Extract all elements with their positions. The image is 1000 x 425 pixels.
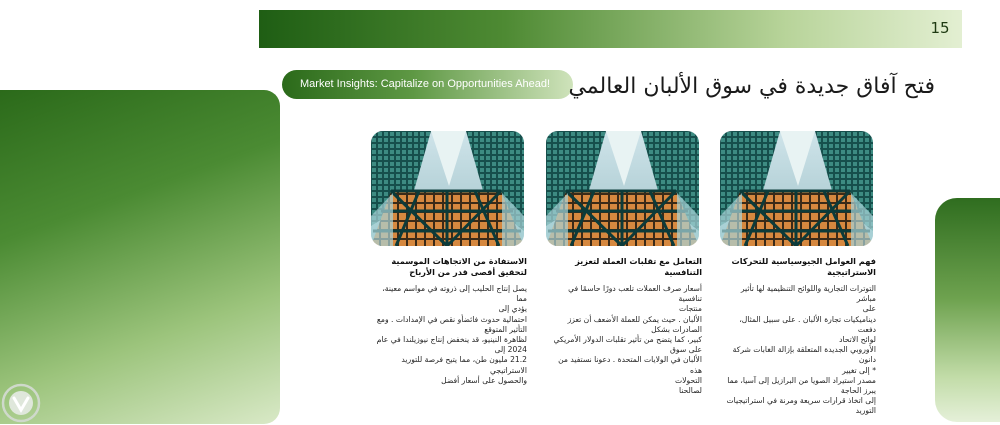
card-line: الصادرات بشكل xyxy=(651,324,702,334)
card-line: على xyxy=(862,304,876,314)
card-line: على سوق xyxy=(670,345,702,355)
card-body xyxy=(546,284,702,396)
left-decorative-panel xyxy=(0,90,280,424)
subtitle-banner: Market Insights: Capitalize on Opportunities Ahead! xyxy=(282,70,573,99)
card-line: الألبان في الولايات المتحدة . دعونا نستفيد من هذه xyxy=(558,355,702,375)
card-title: التعامل مع تقلبات العملة لتعزيز التنافسية xyxy=(575,256,702,277)
card-line: ديناميكيات تجارة الألبان . على سبيل المثال، دفعت xyxy=(739,314,876,334)
card-line: احتمالية حدوث فائضأو نقص في الإمدادات . ومع xyxy=(376,314,527,324)
card-line: التحولات xyxy=(674,375,702,385)
card-line: التأثير المتوقع xyxy=(484,324,527,334)
card-line: يبرز الحاجة xyxy=(840,386,876,396)
card-line: التوترات التجارية واللوائح التنظيمية لها تأثير مباشر xyxy=(740,284,876,304)
card-line: مصدر استيراد الصويا من البرازيل إلى آسيا، مما xyxy=(727,375,876,385)
card-seasonal xyxy=(371,131,531,386)
card-line: يؤدي إلى xyxy=(498,304,527,314)
card-line: لوائح الاتحاد xyxy=(839,335,876,345)
building-photo xyxy=(371,131,524,246)
card-line: الاستراتيجي xyxy=(489,365,527,375)
page-title: فتح آفاق جديدة في سوق الألبان العالمي xyxy=(568,74,935,99)
card-line: أسعار صرف العملات تلعب دورًا حاسمًا في تنافسية xyxy=(568,284,702,304)
page-number: 15 xyxy=(930,19,950,37)
card-title: فهم العوامل الجيوسياسية للتحركات الاستراتيجية xyxy=(731,256,876,277)
card-body xyxy=(720,284,876,417)
card-currency xyxy=(546,131,706,396)
card-line: الأوروبي الجديدة المتعلقة بإزالة الغابات شركة دانون xyxy=(732,345,876,365)
card-line: التوريد xyxy=(855,406,876,416)
card-line: لصالحنا xyxy=(678,386,702,396)
card-line: 21.2 مليون طن، مما يتيح فرصة للتوريد xyxy=(401,355,527,365)
card-image xyxy=(546,131,706,246)
card-line: منتجات xyxy=(678,304,702,314)
card-geopolitics xyxy=(720,131,880,417)
right-decorative-tab xyxy=(935,198,1000,422)
building-photo xyxy=(546,131,699,246)
card-line: إلى اتخاذ قرارات سريعة ومرنة في استراتيجيات xyxy=(726,396,876,406)
card-title: الاستفادة من الاتجاهات الموسمية لتحقيق أقصى قدر من الأرباح xyxy=(391,256,527,277)
header-bar xyxy=(259,10,962,48)
building-photo xyxy=(720,131,873,246)
card-line: * إلى تغيير xyxy=(842,365,876,375)
card-body xyxy=(371,284,527,386)
card-image xyxy=(371,131,531,246)
card-line: الألبان . حيث يمكن للعملة الأضعف أن تعزز xyxy=(567,314,702,324)
card-line: كبير، كما يتضح من تأثير تقلبات الدولار الأمريكي xyxy=(553,335,702,345)
card-line: لظاهرة النينيو، قد ينخفض إنتاج نيوزيلندا في عام xyxy=(376,335,527,345)
card-line: يصل إنتاج الحليب إلى ذروته في مواسم معينة، مما xyxy=(382,284,527,304)
card-image xyxy=(720,131,880,246)
watermark-logo xyxy=(1,383,41,423)
card-line: 2024 إلى xyxy=(494,345,527,355)
card-line: والحصول على أسعار أفضل xyxy=(441,375,527,385)
